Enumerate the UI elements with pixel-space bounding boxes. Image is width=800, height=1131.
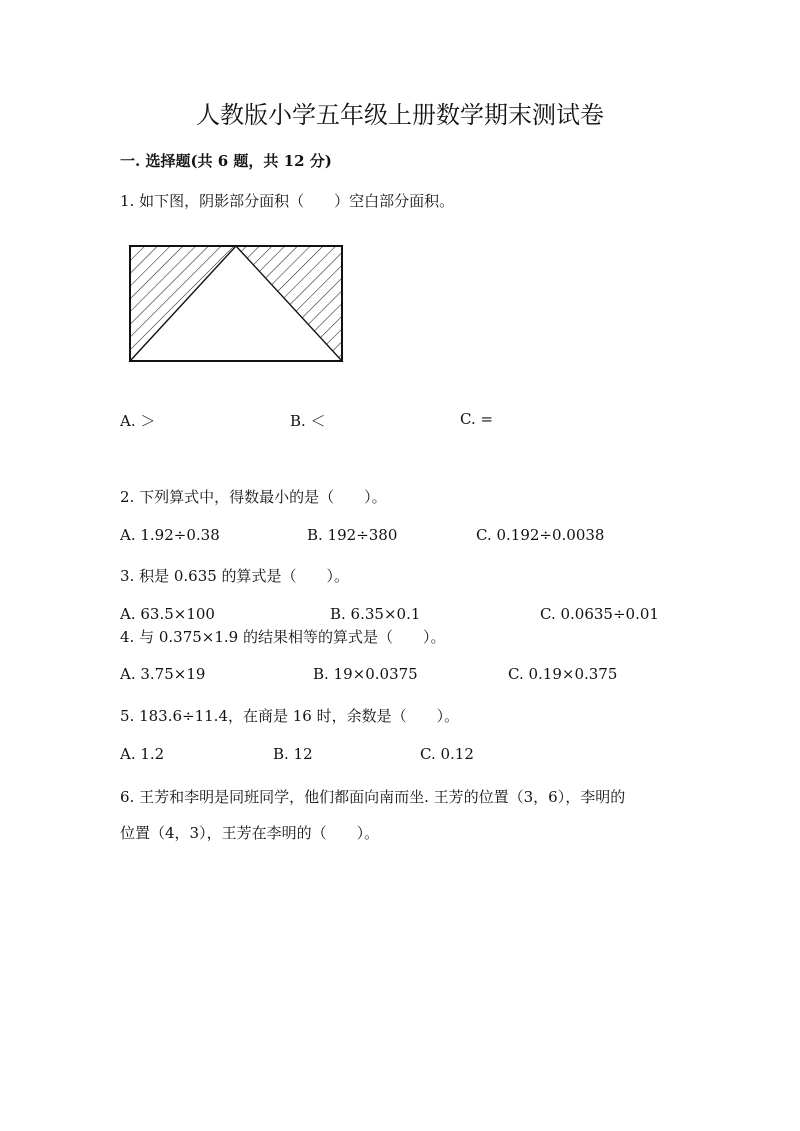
q1-option-b: B. ＜ [290, 412, 326, 430]
question-3-stem: 3. 积是 0.635 的算式是（ ）。 [120, 567, 350, 585]
question-1-figure [125, 240, 347, 366]
question-6-stem-line-1: 6. 王芳和李明是同班同学，他们都面向南而坐. 王芳的位置（3，6），李明的 [120, 788, 626, 806]
q4-option-a: A. 3.75×19 [120, 665, 206, 683]
question-2-stem: 2. 下列算式中，得数最小的是（ ）。 [120, 488, 387, 506]
question-6-stem-line-2: 位置（4，3），王芳在李明的（ ）。 [120, 824, 380, 842]
page-title: 人教版小学五年级上册数学期末测试卷 [196, 101, 604, 129]
q3-option-c: C. 0.0635÷0.01 [540, 605, 659, 623]
q5-option-c: C. 0.12 [420, 745, 474, 763]
q4-option-c: C. 0.19×0.375 [508, 665, 618, 683]
q3-option-b: B. 6.35×0.1 [330, 605, 421, 623]
q2-option-b: B. 192÷380 [307, 526, 398, 544]
q1-option-c: C. = [460, 410, 494, 428]
q1-option-a: A. ＞ [120, 412, 156, 430]
q5-option-b: B. 12 [273, 745, 313, 763]
q2-option-a: A. 1.92÷0.38 [120, 526, 220, 544]
q4-option-b: B. 19×0.0375 [313, 665, 418, 683]
question-4-stem: 4. 与 0.375×1.9 的结果相等的算式是（ ）。 [120, 628, 446, 646]
section-heading: 一. 选择题(共 6 题，共 12 分) [120, 152, 332, 170]
q2-option-c: C. 0.192÷0.0038 [476, 526, 605, 544]
q5-option-a: A. 1.2 [120, 745, 165, 763]
question-5-stem: 5. 183.6÷11.4，在商是 16 时，余数是（ ）。 [120, 707, 460, 725]
q3-option-a: A. 63.5×100 [120, 605, 215, 623]
question-1-stem: 1. 如下图，阴影部分面积（ ）空白部分面积。 [120, 192, 455, 210]
